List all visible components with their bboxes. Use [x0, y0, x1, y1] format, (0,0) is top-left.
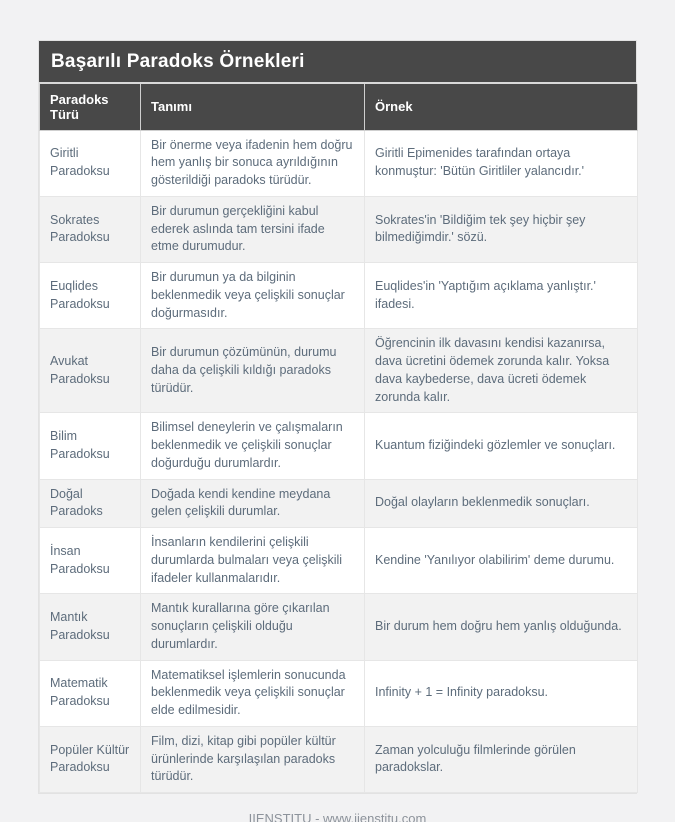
cell-type: Sokrates Paradoksu: [40, 196, 141, 262]
cell-type: İnsan Paradoksu: [40, 528, 141, 594]
cell-type: Giritli Paradoksu: [40, 130, 141, 196]
cell-example: Sokrates'in 'Bildiğim tek şey hiçbir şey bilmediğimdir.' sözü.: [365, 196, 638, 262]
cell-example: Infinity + 1 = Infinity paradoksu.: [365, 660, 638, 726]
table-row: [40, 413, 638, 479]
column-header-example: Örnek: [365, 84, 638, 130]
table-row: [40, 263, 638, 329]
cell-definition: İnsanların kendilerini çelişkili durumlarda bulmaları veya çelişkili ifadeler kullanmalarıdır.: [141, 528, 365, 594]
cell-definition: Bir durumun gerçekliğini kabul ederek aslında tam tersini ifade etme durumudur.: [141, 196, 365, 262]
cell-type: Euqlides Paradoksu: [40, 263, 141, 329]
cell-type: Avukat Paradoksu: [40, 329, 141, 413]
cell-definition: Bilimsel deneylerin ve çalışmaların beklenmedik ve çelişkili sonuçlar doğurduğu durumlardır.: [141, 413, 365, 479]
table-row: [40, 196, 638, 262]
table-row: [40, 594, 638, 660]
footer-credit: IIENSTITU - www.iienstitu.com: [248, 811, 427, 822]
cell-definition: Mantık kurallarına göre çıkarılan sonuçların çelişkili olduğu durumlardır.: [141, 594, 365, 660]
column-header-type: Paradoks Türü: [40, 84, 141, 130]
cell-type: Doğal Paradoks: [40, 479, 141, 528]
cell-definition: Doğada kendi kendine meydana gelen çelişkili durumlar.: [141, 479, 365, 528]
cell-example: Kuantum fiziğindeki gözlemler ve sonuçları.: [365, 413, 638, 479]
cell-example: Öğrencinin ilk davasını kendisi kazanırsa, dava ücretini ödemek zorunda kalır. Yoksa dava kaybederse, dava ücreti ödemek zorunda kalır.: [365, 329, 638, 413]
cell-example: Bir durum hem doğru hem yanlış olduğunda.: [365, 594, 638, 660]
cell-example: Zaman yolculuğu filmlerinde görülen paradokslar.: [365, 726, 638, 792]
cell-definition: Matematiksel işlemlerin sonucunda beklenmedik veya çelişkili sonuçlar elde edilmesidir.: [141, 660, 365, 726]
table-header: [40, 84, 638, 130]
table-row: [40, 329, 638, 413]
cell-type: Mantık Paradoksu: [40, 594, 141, 660]
cell-definition: Film, dizi, kitap gibi popüler kültür ürünlerinde karşılaşılan paradoks türüdür.: [141, 726, 365, 792]
header-row: [40, 84, 638, 130]
cell-example: Doğal olayların beklenmedik sonuçları.: [365, 479, 638, 528]
table-body: [40, 130, 638, 793]
paradox-table-card: [38, 40, 637, 794]
column-header-definition: Tanımı: [141, 84, 365, 130]
cell-definition: Bir durumun çözümünün, durumu daha da çelişkili kıldığı paradoks türüdür.: [141, 329, 365, 413]
table-row: [40, 130, 638, 196]
table-row: [40, 479, 638, 528]
cell-example: Euqlides'in 'Yaptığım açıklama yanlıştır.' ifadesi.: [365, 263, 638, 329]
paradox-table: [39, 84, 638, 793]
cell-type: Bilim Paradoksu: [40, 413, 141, 479]
cell-type: Popüler Kültür Paradoksu: [40, 726, 141, 792]
table-row: [40, 726, 638, 792]
cell-example: Kendine 'Yanılıyor olabilirim' deme durumu.: [365, 528, 638, 594]
cell-type: Matematik Paradoksu: [40, 660, 141, 726]
cell-definition: Bir önerme veya ifadenin hem doğru hem yanlış bir sonuca ayrıldığının gösterildiği paradoks türüdür.: [141, 130, 365, 196]
table-title: Başarılı Paradoks Örnekleri: [39, 41, 636, 84]
table-row: [40, 528, 638, 594]
table-row: [40, 660, 638, 726]
cell-definition: Bir durumun ya da bilginin beklenmedik veya çelişkili sonuçlar doğurmasıdır.: [141, 263, 365, 329]
cell-example: Giritli Epimenides tarafından ortaya konmuştur: 'Bütün Giritliler yalancıdır.': [365, 130, 638, 196]
